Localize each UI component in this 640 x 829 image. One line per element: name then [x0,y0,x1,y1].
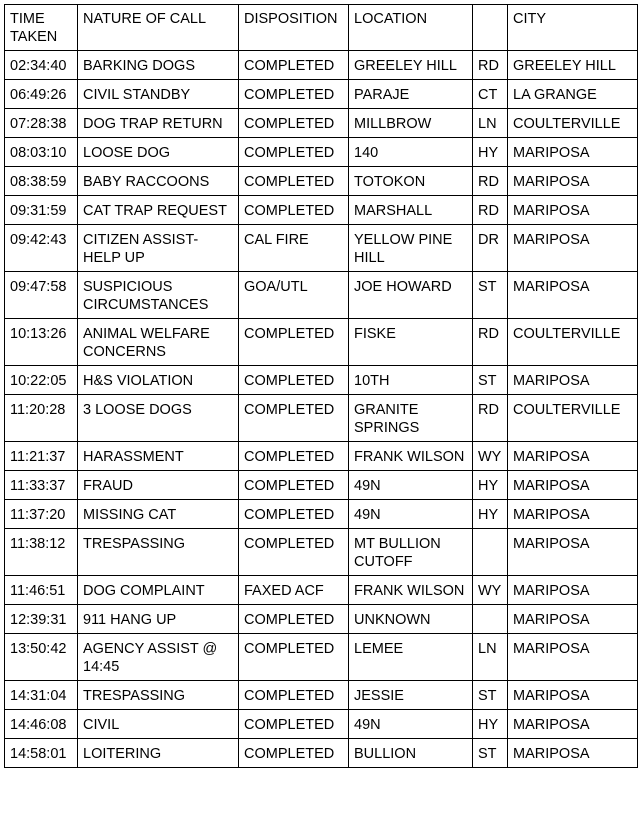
cell-street-suffix: ST [473,272,508,319]
table-row [5,196,638,225]
table-row [5,681,638,710]
cell-time-taken: 07:28:38 [5,109,78,138]
cell-location: JESSIE [349,681,473,710]
cell-city: MARIPOSA [508,442,638,471]
cell-location: LEMEE [349,634,473,681]
cell-nature-of-call: LOITERING [78,739,239,768]
header-row [5,5,638,51]
cell-nature-of-call: 911 HANG UP [78,605,239,634]
cell-street-suffix: DR [473,225,508,272]
cell-nature-of-call: DOG COMPLAINT [78,576,239,605]
cell-city: COULTERVILLE [508,395,638,442]
cell-street-suffix: ST [473,366,508,395]
cell-time-taken: 11:20:28 [5,395,78,442]
cell-disposition: COMPLETED [239,500,349,529]
cell-city: COULTERVILLE [508,109,638,138]
cell-nature-of-call: CAT TRAP REQUEST [78,196,239,225]
cell-location: UNKNOWN [349,605,473,634]
cell-disposition: COMPLETED [239,80,349,109]
cell-location: GRANITE SPRINGS [349,395,473,442]
cell-street-suffix: RD [473,167,508,196]
cell-location: GREELEY HILL [349,51,473,80]
cell-time-taken: 11:38:12 [5,529,78,576]
cell-nature-of-call: 3 LOOSE DOGS [78,395,239,442]
cell-disposition: COMPLETED [239,681,349,710]
cell-street-suffix: CT [473,80,508,109]
cell-nature-of-call: HARASSMENT [78,442,239,471]
cell-nature-of-call: CITIZEN ASSIST-HELP UP [78,225,239,272]
cell-time-taken: 11:46:51 [5,576,78,605]
cell-time-taken: 14:58:01 [5,739,78,768]
cell-city: MARIPOSA [508,471,638,500]
cell-nature-of-call: CIVIL STANDBY [78,80,239,109]
cell-city: MARIPOSA [508,681,638,710]
cell-city: MARIPOSA [508,272,638,319]
cell-disposition: COMPLETED [239,167,349,196]
cell-street-suffix: ST [473,681,508,710]
cell-location: FRANK WILSON [349,442,473,471]
cell-city: MARIPOSA [508,196,638,225]
cell-street-suffix: WY [473,576,508,605]
table-row [5,225,638,272]
cell-location: YELLOW PINE HILL [349,225,473,272]
cell-location: MILLBROW [349,109,473,138]
cell-disposition: COMPLETED [239,634,349,681]
cell-street-suffix: LN [473,634,508,681]
cell-nature-of-call: AGENCY ASSIST @ 14:45 [78,634,239,681]
table-row [5,576,638,605]
cell-disposition: COMPLETED [239,51,349,80]
cell-city: GREELEY HILL [508,51,638,80]
cell-street-suffix [473,605,508,634]
table-header [5,5,638,51]
table-row [5,605,638,634]
cell-city: MARIPOSA [508,366,638,395]
cell-time-taken: 14:46:08 [5,710,78,739]
table-row [5,80,638,109]
cell-city: MARIPOSA [508,605,638,634]
cell-location: PARAJE [349,80,473,109]
cell-street-suffix: RD [473,319,508,366]
cell-street-suffix: RD [473,196,508,225]
cell-nature-of-call: FRAUD [78,471,239,500]
header-time-taken: TIME TAKEN [5,5,78,51]
cell-location: FRANK WILSON [349,576,473,605]
cell-time-taken: 06:49:26 [5,80,78,109]
cell-city: MARIPOSA [508,710,638,739]
cell-city: MARIPOSA [508,225,638,272]
cell-time-taken: 10:22:05 [5,366,78,395]
cell-nature-of-call: TRESPASSING [78,529,239,576]
table-row [5,529,638,576]
table-row [5,471,638,500]
table-row [5,109,638,138]
cell-disposition: COMPLETED [239,196,349,225]
cell-location: JOE HOWARD [349,272,473,319]
cell-time-taken: 08:03:10 [5,138,78,167]
cell-street-suffix: HY [473,710,508,739]
table-row [5,51,638,80]
table-row [5,395,638,442]
cell-nature-of-call: TRESPASSING [78,681,239,710]
cell-street-suffix: HY [473,471,508,500]
cell-street-suffix: RD [473,51,508,80]
cell-time-taken: 09:42:43 [5,225,78,272]
cell-time-taken: 09:47:58 [5,272,78,319]
cell-disposition: COMPLETED [239,739,349,768]
cell-disposition: COMPLETED [239,442,349,471]
cell-street-suffix: LN [473,109,508,138]
cell-time-taken: 10:13:26 [5,319,78,366]
cell-time-taken: 02:34:40 [5,51,78,80]
cell-location: FISKE [349,319,473,366]
header-location: LOCATION [349,5,473,51]
cell-disposition: COMPLETED [239,710,349,739]
cell-location: MT BULLION CUTOFF [349,529,473,576]
cell-time-taken: 08:38:59 [5,167,78,196]
header-disposition: DISPOSITION [239,5,349,51]
table-row [5,319,638,366]
cell-location: 10TH [349,366,473,395]
cell-location: 140 [349,138,473,167]
cell-location: 49N [349,710,473,739]
cell-disposition: COMPLETED [239,138,349,167]
cell-disposition: COMPLETED [239,366,349,395]
cell-nature-of-call: LOOSE DOG [78,138,239,167]
cell-time-taken: 11:33:37 [5,471,78,500]
cell-street-suffix: HY [473,500,508,529]
cell-location: 49N [349,500,473,529]
table-row [5,272,638,319]
cell-city: MARIPOSA [508,576,638,605]
cell-location: 49N [349,471,473,500]
table-row [5,739,638,768]
cell-nature-of-call: MISSING CAT [78,500,239,529]
cell-city: MARIPOSA [508,634,638,681]
cell-city: MARIPOSA [508,529,638,576]
cell-nature-of-call: DOG TRAP RETURN [78,109,239,138]
cell-street-suffix [473,529,508,576]
cell-street-suffix: RD [473,395,508,442]
cell-nature-of-call: BARKING DOGS [78,51,239,80]
cell-disposition: FAXED ACF [239,576,349,605]
call-log-table [4,4,638,768]
cell-location: BULLION [349,739,473,768]
cell-disposition: COMPLETED [239,109,349,138]
cell-disposition: COMPLETED [239,395,349,442]
cell-time-taken: 11:21:37 [5,442,78,471]
cell-city: COULTERVILLE [508,319,638,366]
header-nature-of-call: NATURE OF CALL [78,5,239,51]
cell-nature-of-call: SUSPICIOUS CIRCUMSTANCES [78,272,239,319]
cell-nature-of-call: H&S VIOLATION [78,366,239,395]
table-row [5,138,638,167]
cell-street-suffix: HY [473,138,508,167]
header-street-suffix [473,5,508,51]
cell-location: TOTOKON [349,167,473,196]
cell-nature-of-call: CIVIL [78,710,239,739]
table-row [5,366,638,395]
cell-street-suffix: ST [473,739,508,768]
cell-disposition: COMPLETED [239,605,349,634]
cell-time-taken: 09:31:59 [5,196,78,225]
cell-city: MARIPOSA [508,138,638,167]
cell-time-taken: 13:50:42 [5,634,78,681]
table-row [5,167,638,196]
cell-time-taken: 12:39:31 [5,605,78,634]
cell-location: MARSHALL [349,196,473,225]
cell-nature-of-call: ANIMAL WELFARE CONCERNS [78,319,239,366]
cell-time-taken: 11:37:20 [5,500,78,529]
table-body [5,51,638,768]
cell-nature-of-call: BABY RACCOONS [78,167,239,196]
cell-disposition: COMPLETED [239,471,349,500]
cell-disposition: CAL FIRE [239,225,349,272]
table-row [5,710,638,739]
table-row [5,442,638,471]
cell-disposition: COMPLETED [239,319,349,366]
cell-city: MARIPOSA [508,500,638,529]
cell-city: LA GRANGE [508,80,638,109]
header-city: CITY [508,5,638,51]
cell-street-suffix: WY [473,442,508,471]
cell-city: MARIPOSA [508,167,638,196]
table-row [5,634,638,681]
table-row [5,500,638,529]
cell-disposition: GOA/UTL [239,272,349,319]
cell-time-taken: 14:31:04 [5,681,78,710]
cell-disposition: COMPLETED [239,529,349,576]
cell-city: MARIPOSA [508,739,638,768]
